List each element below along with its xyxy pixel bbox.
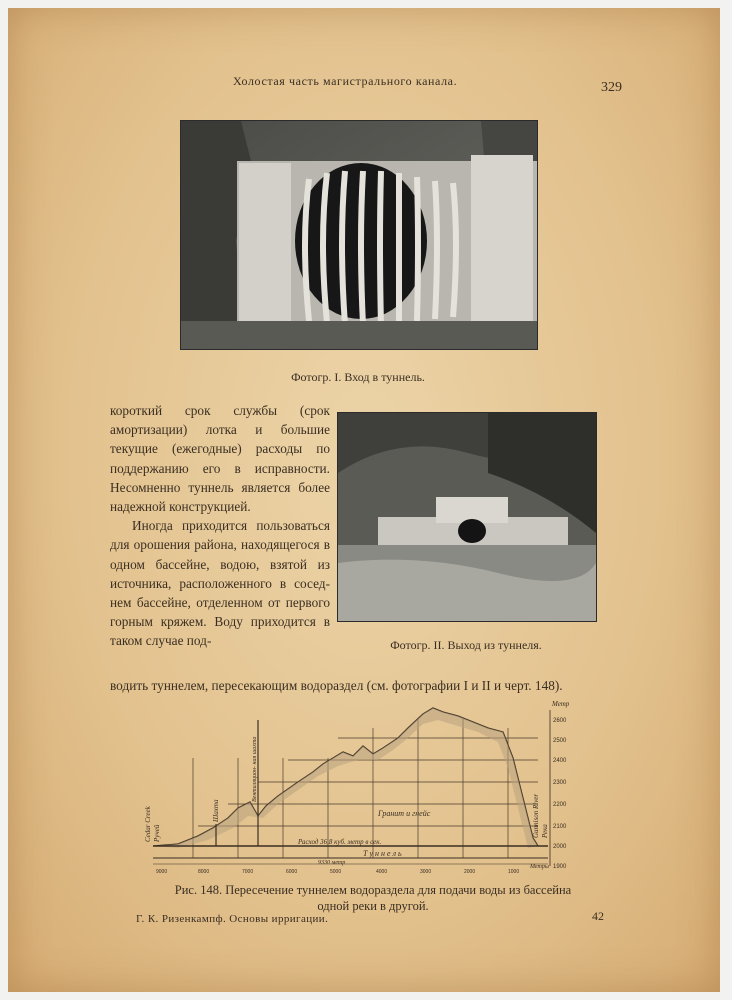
x-tick-1000: 1000	[508, 869, 520, 875]
x-tick-8000: 8000	[198, 869, 210, 875]
x-tick-2000: 2000	[464, 869, 476, 875]
paragraph-1: короткий срок службы (срок амортизации) лотка и большие текущие (ежегодные) расходы по поддержанию его в исправности. Несомненно туннель является более надежной конструкцией.	[110, 403, 330, 515]
x-tick-5000: 5000	[330, 869, 342, 875]
running-head: Холостая часть магистрального канала.	[233, 74, 458, 88]
paragraph-2-last-line: водить туннелем, пересекающим водораздел (см. фотографии I и II и черт. 148).	[110, 678, 563, 693]
document-page	[8, 8, 720, 992]
y-tick-2300: 2300	[553, 780, 567, 786]
y-tick-2600: 2600	[553, 718, 567, 724]
gunnison-river-sub-label: Река	[541, 824, 549, 838]
x-tick-7000: 7000	[242, 869, 254, 875]
cedar-creek-sub-label: Ручей	[153, 824, 161, 842]
photo1-caption: Фотогр. I. Вход в туннель.	[291, 370, 425, 384]
flow-label: Расход 36,8 куб. метр в сек.	[298, 838, 382, 846]
unit-label-top: Метр	[552, 700, 570, 708]
page-number: 329	[601, 80, 622, 95]
y-tick-1900: 1900	[553, 864, 567, 870]
figure-148-profile	[138, 698, 588, 878]
cedar-creek-label: Cedar Creek	[144, 806, 152, 842]
tunnel-label: Т у н н е л ь	[363, 849, 402, 858]
y-tick-2100: 2100	[553, 824, 567, 830]
photo-tunnel-entrance	[180, 120, 538, 350]
x-tick-9000: 9000	[156, 869, 168, 875]
unit-label-bottom: Метры	[530, 864, 549, 870]
gunnison-river-label: Gunnison River	[532, 793, 540, 838]
body-text-column	[110, 401, 330, 651]
footer-author: Г. К. Ризенкампф. Основы ирригации.	[136, 913, 329, 925]
y-tick-2200: 2200	[553, 802, 567, 808]
x-tick-6000: 6000	[286, 869, 298, 875]
paragraph-2: Иногда приходится пользоваться для орошения района, находящегося в одном бассейне, водою, взятой из источника, расположенного в соседнем бассейне, отделенном от первого горным кряжем. Воду приходится в таком случае под-	[110, 518, 330, 649]
y-tick-2000: 2000	[553, 844, 567, 850]
shaft-label: Шахта	[212, 799, 220, 822]
figure-148-caption: Рис. 148. Пересечение туннелем водораздела для подачи воды из бассейна одной реки в другой.	[174, 883, 572, 913]
signature-mark: 42	[592, 909, 604, 923]
y-tick-2400: 2400	[553, 758, 567, 764]
vent-shaft-label: Вентиляцион- ная шахта	[252, 736, 258, 802]
rock-label: Гранит и гнейс	[378, 809, 431, 818]
photo-tunnel-exit	[337, 412, 597, 622]
tunnel-length-label: 9330 метр	[318, 860, 346, 866]
y-tick-2500: 2500	[553, 738, 567, 744]
x-tick-4000: 4000	[376, 869, 388, 875]
photo2-caption: Фотогр. II. Выход из туннеля.	[390, 638, 542, 652]
x-tick-3000: 3000	[420, 869, 432, 875]
